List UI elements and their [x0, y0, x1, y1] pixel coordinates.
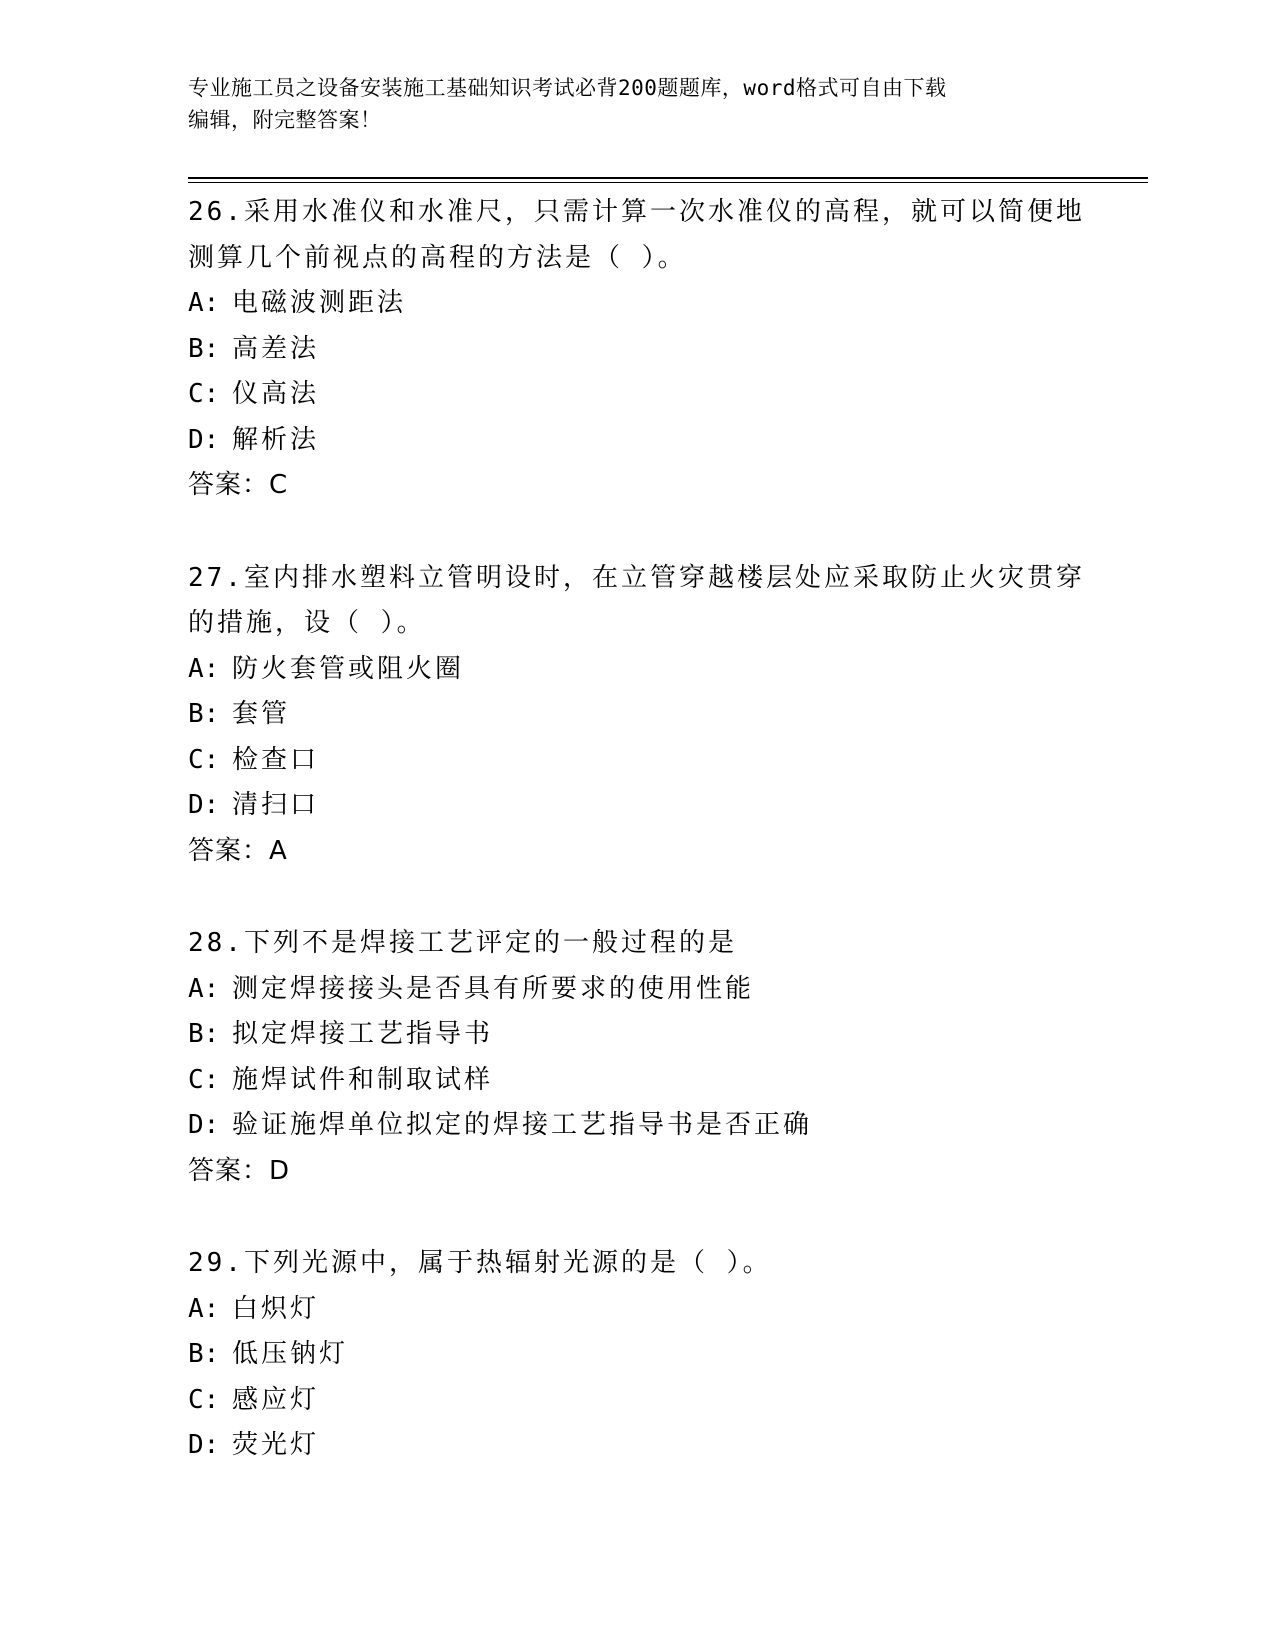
option-b: [188, 692, 1108, 738]
option-a: [188, 281, 1108, 327]
document-header: [188, 72, 1088, 136]
option-text: 拟定焊接工艺指导书: [232, 1019, 494, 1049]
option-a: [188, 647, 1108, 693]
option-text: 荧光灯: [232, 1430, 320, 1460]
option-letter: A:: [188, 1293, 220, 1324]
option-text: 解析法: [232, 424, 320, 455]
option-b: [188, 1012, 1108, 1058]
option-c: [188, 372, 1108, 418]
option-c: [188, 1058, 1108, 1104]
option-a: [188, 967, 1108, 1013]
option-text: 施焊试件和制取试样: [232, 1064, 494, 1095]
option-b: [188, 1332, 1108, 1378]
option-text: 高差法: [232, 333, 320, 364]
question-stem: 27.室内排水塑料立管明设时，在立管穿越楼层处应采取防止火灾贯穿的措施，设（ ）。: [188, 562, 1085, 638]
answer-line: 答案：C: [188, 470, 289, 500]
option-text: 仪高法: [232, 379, 320, 409]
question-stem: 28.下列不是焊接工艺评定的一般过程的是: [188, 928, 737, 958]
option-c: [188, 738, 1108, 784]
answer-line: 答案：A: [188, 835, 288, 866]
option-letter: B:: [188, 1019, 220, 1049]
option-text: 清扫口: [232, 790, 320, 820]
answer-line: 答案：D: [188, 1155, 291, 1186]
header-title-line2: 编辑，附完整答案！: [188, 108, 382, 132]
option-letter: A:: [188, 288, 220, 318]
header-divider-thick: [188, 177, 1148, 179]
option-letter: C:: [188, 1064, 220, 1095]
option-text: 套管: [232, 699, 291, 729]
option-letter: D:: [188, 424, 220, 455]
option-text: 防火套管或阻火圈: [232, 653, 465, 684]
option-letter: D:: [188, 1430, 220, 1460]
option-text: 感应灯: [232, 1384, 320, 1415]
question-list: [188, 190, 1108, 1516]
option-letter: B:: [188, 333, 220, 364]
question-26: [188, 190, 1108, 509]
option-text: 电磁波测距法: [232, 288, 407, 318]
option-letter: C:: [188, 379, 220, 409]
option-text: 测定焊接接头是否具有所要求的使用性能: [232, 973, 755, 1004]
option-b: [188, 327, 1108, 373]
option-letter: C:: [188, 744, 220, 775]
question-29: [188, 1241, 1108, 1469]
option-d: [188, 783, 1108, 829]
option-text: 验证施焊单位拟定的焊接工艺指导书是否正确: [232, 1110, 813, 1140]
option-d: [188, 1103, 1108, 1149]
option-letter: D:: [188, 790, 220, 820]
option-text: 低压钠灯: [232, 1339, 349, 1369]
option-letter: A:: [188, 653, 220, 684]
header-title-line1: 专业施工员之设备安装施工基础知识考试必背200题题库，word格式可自由下载: [188, 76, 947, 100]
option-text: 白炽灯: [232, 1293, 320, 1324]
question-27: [188, 556, 1108, 875]
option-text: 检查口: [232, 744, 320, 775]
option-d: [188, 1423, 1108, 1469]
option-d: [188, 418, 1108, 464]
option-letter: A:: [188, 973, 220, 1004]
option-letter: B:: [188, 699, 220, 729]
option-letter: C:: [188, 1384, 220, 1415]
question-stem: 29.下列光源中，属于热辐射光源的是（ ）。: [188, 1248, 772, 1278]
option-letter: D:: [188, 1110, 220, 1140]
option-letter: B:: [188, 1339, 220, 1369]
question-stem: 26.采用水准仪和水准尺，只需计算一次水准仪的高程，就可以简便地测算几个前视点的高程的方法是（ ）。: [188, 197, 1085, 273]
option-c: [188, 1378, 1108, 1424]
question-28: [188, 921, 1108, 1194]
header-divider-thin: [188, 182, 1148, 183]
option-a: [188, 1287, 1108, 1333]
